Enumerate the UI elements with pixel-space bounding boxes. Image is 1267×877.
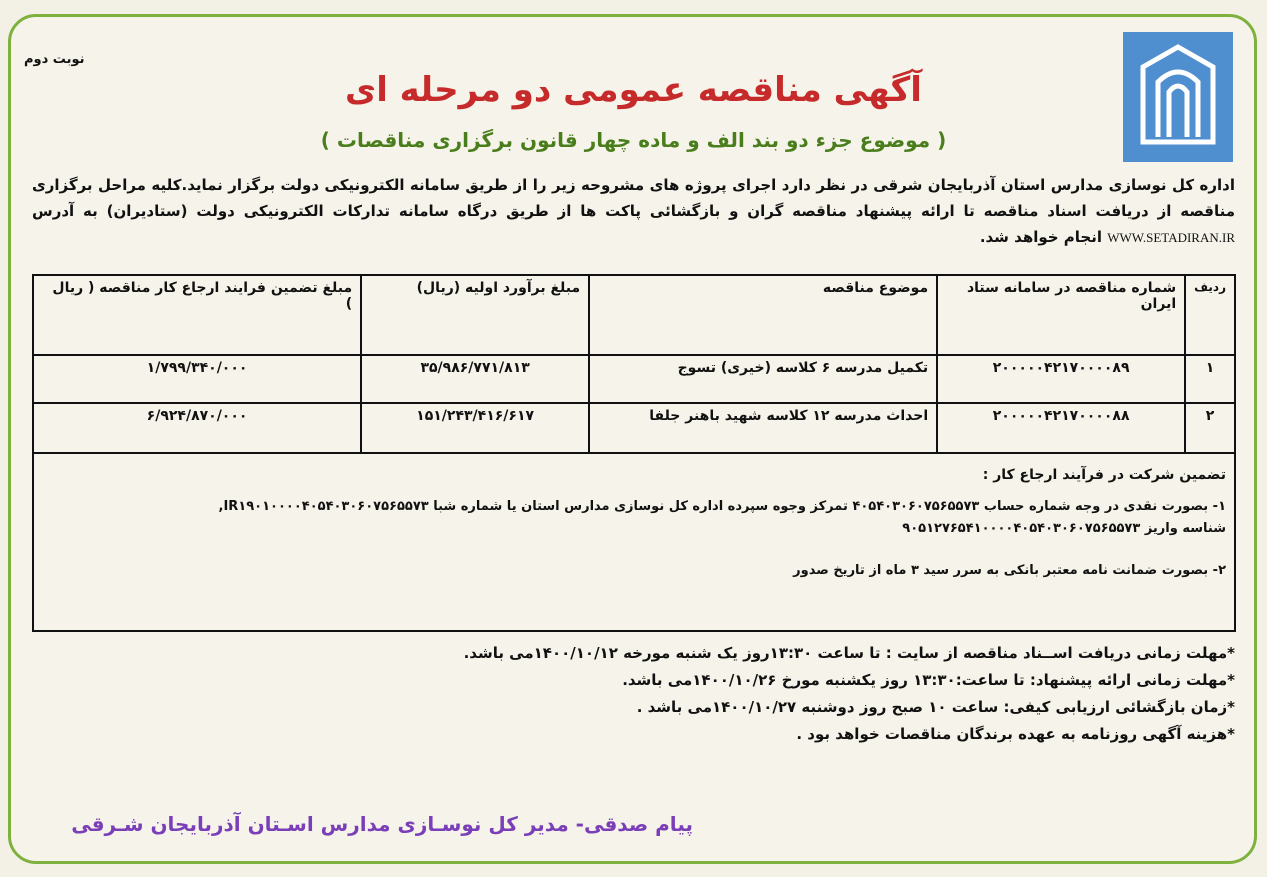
row-number: ۱ xyxy=(1185,355,1235,403)
header-guarantee: مبلغ تضمین فرایند ارجاع کار مناقصه ( ریال ) xyxy=(33,275,361,355)
subject-cell: تکمیل مدرسه ۶ کلاسه (خیری) تسوج xyxy=(589,355,937,403)
row-number: ۲ xyxy=(1185,403,1235,453)
header-tender-number: شماره مناقصه در سامانه ستاد ایران xyxy=(937,275,1185,355)
publication-round: نوبت دوم xyxy=(24,52,85,67)
note-item: *هزینه آگهی روزنامه به عهده برندگان مناقصات خواهد بود . xyxy=(796,725,1235,743)
organization-emblem-icon xyxy=(1123,32,1233,162)
estimate-cell: ۱۵۱/۲۴۳/۴۱۶/۶۱۷ xyxy=(361,403,589,453)
note-item: *زمان بازگشائی ارزیابی کیفی: ساعت ۱۰ صبح روز دوشنبه ۱۴۰۰/۱۰/۲۷می باشد . xyxy=(636,698,1235,716)
subject-cell: احداث مدرسه ۱۲ کلاسه شهید باهنر جلفا xyxy=(589,403,937,453)
page-title: آگهی مناقصه عمومی دو مرحله ای xyxy=(345,70,922,110)
guarantee-line-cash: ۱- بصورت نقدی در وجه شماره حساب ۴۰۵۴۰۳۰۶۰۷۵۶۵۵۷۳ تمرکز وجوه سپرده اداره کل نوسازی مدارس استان یا شماره شبا IR۱۹۰۱۰۰۰۰۴۰۵۴۰۳۰۶۰۷۵۶۵۵۷۳, xyxy=(218,499,1226,514)
page-subtitle: ( موضوع جزء دو بند الف و ماده چهار قانون برگزاری مناقصات ) xyxy=(320,128,947,152)
guarantee-title: تضمین شرکت در فرآیند ارجاع کار : xyxy=(982,467,1226,483)
tender-number-cell: ۲۰۰۰۰۰۴۲۱۷۰۰۰۰۸۹ xyxy=(937,355,1185,403)
header-subject: موضوع مناقصه xyxy=(589,275,937,355)
guarantee-cell: ۱/۷۹۹/۳۴۰/۰۰۰ xyxy=(33,355,361,403)
guarantee-cell: ۶/۹۲۴/۸۷۰/۰۰۰ xyxy=(33,403,361,453)
intro-text: اداره کل نوسازی مدارس استان آذربایجان شرقی در نظر دارد اجرای پروژه های مشروحه زیر را از طریق سامانه الکترونیکی دولت برگزار نماید.کلیه مراحل برگزاری مناقصه از دریافت اسناد مناقصه تا ارائه پیشنهاد مناقصه گران و بازگشائی پاکت ها از طریق درگاه سامانه تدارکات الکترونیکی دولت (ستادیران) به آدرس xyxy=(32,176,1235,220)
note-item: *مهلت زمانی دریافت اســناد مناقصه از سایت : تا ساعت ۱۳:۳۰روز یک شنبه مورخه ۱۴۰۰/۱۰/۱۲می باشد. xyxy=(463,644,1235,662)
website-address: WWW.SETADIRAN.IR xyxy=(1107,230,1235,245)
guarantee-section xyxy=(33,453,1235,631)
note-item: *مهلت زمانی ارائه پیشنهاد: تا ساعت:۱۳:۳۰ روز یکشنبه مورخ ۱۴۰۰/۱۰/۲۶می باشد. xyxy=(622,671,1235,689)
header-row-number: ردیف xyxy=(1185,275,1235,355)
guarantee-line-bank: ۲- بصورت ضمانت نامه معتبر بانکی به سرر سید ۳ ماه از تاریخ صدور xyxy=(793,563,1226,578)
header-estimate: مبلغ برآورد اولیه (ریال) xyxy=(361,275,589,355)
estimate-cell: ۳۵/۹۸۶/۷۷۱/۸۱۳ xyxy=(361,355,589,403)
table-row xyxy=(33,403,1235,453)
guarantee-line-payment-id: شناسه واریز ۹۰۵۱۲۷۶۵۴۱۰۰۰۰۴۰۵۴۰۳۰۶۰۷۵۶۵۵۷۳ xyxy=(902,521,1226,536)
tender-number-cell: ۲۰۰۰۰۰۴۲۱۷۰۰۰۰۸۸ xyxy=(937,403,1185,453)
deadline-notes xyxy=(32,640,1235,748)
intro-ending: انجام خواهد شد. xyxy=(979,228,1103,246)
tender-table xyxy=(32,274,1236,632)
signature-line: پیام صدقی- مدیر کل نوسـازی مدارس اسـتان آذربایجان شـرقی xyxy=(71,812,693,836)
table-row xyxy=(33,355,1235,403)
intro-paragraph xyxy=(32,172,1235,251)
